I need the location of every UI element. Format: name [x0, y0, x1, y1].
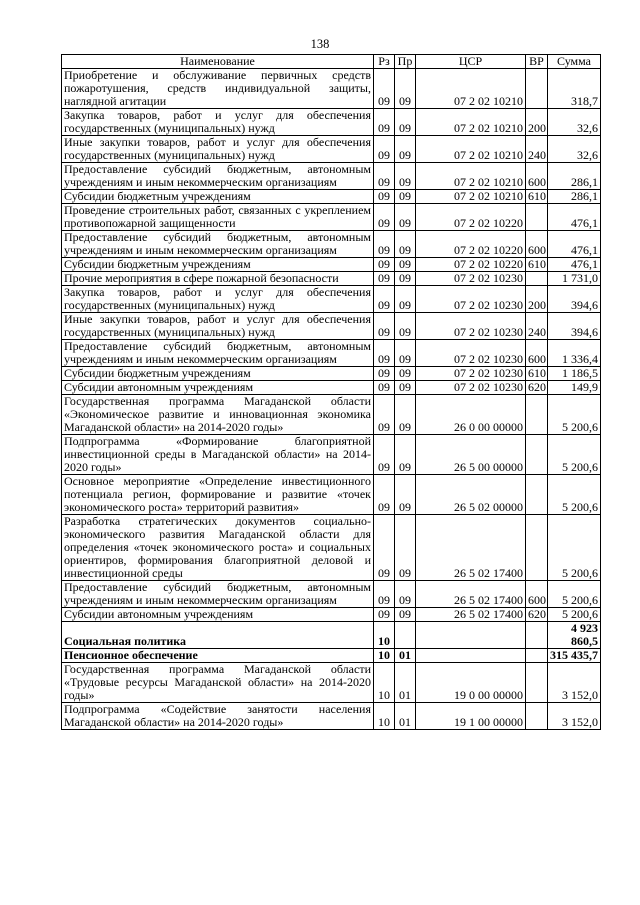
- cell-name: Субсидии бюджетным учреждениям: [62, 258, 374, 272]
- cell-name: Иные закупки товаров, работ и услуг для обеспечения государственных (муниципальных) нужд: [62, 313, 374, 340]
- cell-csr: 07 2 02 10210: [416, 163, 526, 190]
- cell-rz: 09: [374, 395, 395, 435]
- cell-rz: 10: [374, 649, 395, 663]
- cell-pr: 09: [395, 475, 416, 515]
- table-row: [62, 163, 601, 190]
- cell-name: Субсидии автономным учреждениям: [62, 608, 374, 622]
- cell-pr: 09: [395, 340, 416, 367]
- cell-pr: 09: [395, 69, 416, 109]
- cell-pr: 09: [395, 367, 416, 381]
- cell-vr: 200: [526, 109, 548, 136]
- cell-csr: 26 5 02 17400: [416, 608, 526, 622]
- cell-rz: 10: [374, 622, 395, 649]
- table-row: [62, 622, 601, 649]
- cell-csr: 07 2 02 10210: [416, 190, 526, 204]
- cell-vr: [526, 435, 548, 475]
- header-vr: ВР: [526, 55, 548, 69]
- cell-pr: 09: [395, 381, 416, 395]
- cell-rz: 09: [374, 204, 395, 231]
- cell-vr: [526, 204, 548, 231]
- cell-pr: 09: [395, 272, 416, 286]
- cell-sum: 4 923 860,5: [548, 622, 601, 649]
- cell-name: Предоставление субсидий бюджетным, автономным учреждениям и иным некоммерческим организациям: [62, 163, 374, 190]
- cell-sum: 5 200,6: [548, 515, 601, 581]
- table-row: [62, 381, 601, 395]
- cell-csr: 07 2 02 10220: [416, 204, 526, 231]
- cell-csr: 07 2 02 10210: [416, 69, 526, 109]
- cell-vr: 620: [526, 608, 548, 622]
- table-row: [62, 286, 601, 313]
- cell-csr: [416, 649, 526, 663]
- cell-rz: 09: [374, 286, 395, 313]
- cell-pr: [395, 622, 416, 649]
- header-sum: Сумма: [548, 55, 601, 69]
- cell-sum: 394,6: [548, 313, 601, 340]
- cell-sum: 32,6: [548, 136, 601, 163]
- cell-pr: 09: [395, 109, 416, 136]
- cell-name: Субсидии автономным учреждениям: [62, 381, 374, 395]
- table-row: [62, 663, 601, 703]
- cell-name: Иные закупки товаров, работ и услуг для обеспечения государственных (муниципальных) нужд: [62, 136, 374, 163]
- cell-vr: [526, 475, 548, 515]
- cell-rz: 09: [374, 136, 395, 163]
- cell-rz: 09: [374, 109, 395, 136]
- cell-vr: 240: [526, 313, 548, 340]
- cell-name: Социальная политика: [62, 622, 374, 649]
- cell-sum: 3 152,0: [548, 703, 601, 730]
- cell-csr: 26 0 00 00000: [416, 395, 526, 435]
- cell-vr: 620: [526, 381, 548, 395]
- cell-sum: 5 200,6: [548, 475, 601, 515]
- cell-name: Основное мероприятие «Определение инвестиционного потенциала регион, формирование и развитие «точек экономического роста» территорий развития»: [62, 475, 374, 515]
- cell-vr: 610: [526, 190, 548, 204]
- cell-name: Предоставление субсидий бюджетным, автономным учреждениям и иным некоммерческим организациям: [62, 231, 374, 258]
- table-row: [62, 515, 601, 581]
- cell-rz: 09: [374, 258, 395, 272]
- table-row: [62, 231, 601, 258]
- cell-rz: 09: [374, 581, 395, 608]
- cell-csr: 07 2 02 10230: [416, 340, 526, 367]
- header-pr: Пр: [395, 55, 416, 69]
- cell-sum: 476,1: [548, 204, 601, 231]
- cell-pr: 01: [395, 703, 416, 730]
- cell-sum: 1 336,4: [548, 340, 601, 367]
- cell-sum: 286,1: [548, 163, 601, 190]
- cell-name: Пенсионное обеспечение: [62, 649, 374, 663]
- cell-name: Субсидии бюджетным учреждениям: [62, 367, 374, 381]
- cell-rz: 10: [374, 703, 395, 730]
- cell-sum: 5 200,6: [548, 581, 601, 608]
- cell-rz: 09: [374, 608, 395, 622]
- table-row: [62, 69, 601, 109]
- cell-sum: 315 435,7: [548, 649, 601, 663]
- cell-pr: 01: [395, 663, 416, 703]
- cell-sum: 5 200,6: [548, 395, 601, 435]
- cell-rz: 09: [374, 313, 395, 340]
- cell-sum: 32,6: [548, 109, 601, 136]
- cell-name: Государственная программа Магаданской области «Экономическое развитие и инновационная экономика Магаданской области» на 2014-2020 годы»: [62, 395, 374, 435]
- cell-pr: 09: [395, 286, 416, 313]
- cell-vr: [526, 515, 548, 581]
- cell-vr: [526, 395, 548, 435]
- cell-csr: 19 0 00 00000: [416, 663, 526, 703]
- cell-pr: 01: [395, 649, 416, 663]
- header-rz: Рз: [374, 55, 395, 69]
- cell-pr: 09: [395, 313, 416, 340]
- table-row: [62, 649, 601, 663]
- cell-pr: 09: [395, 608, 416, 622]
- budget-table: [61, 54, 601, 730]
- cell-name: Приобретение и обслуживание первичных средств пожаротушения, средств индивидуальной защиты, наглядной агитации: [62, 69, 374, 109]
- cell-name: Прочие мероприятия в сфере пожарной безопасности: [62, 272, 374, 286]
- cell-sum: 286,1: [548, 190, 601, 204]
- cell-sum: 1 731,0: [548, 272, 601, 286]
- cell-vr: 600: [526, 340, 548, 367]
- table-row: [62, 340, 601, 367]
- cell-sum: 5 200,6: [548, 608, 601, 622]
- cell-csr: 07 2 02 10230: [416, 313, 526, 340]
- cell-name: Закупка товаров, работ и услуг для обеспечения государственных (муниципальных) нужд: [62, 286, 374, 313]
- table-row: [62, 258, 601, 272]
- table-row: [62, 395, 601, 435]
- cell-sum: 3 152,0: [548, 663, 601, 703]
- cell-csr: 07 2 02 10230: [416, 272, 526, 286]
- cell-rz: 09: [374, 367, 395, 381]
- cell-name: Подпрограмма «Формирование благоприятной инвестиционной среды в Магаданской области» на 2014-2020 годы»: [62, 435, 374, 475]
- cell-rz: 09: [374, 163, 395, 190]
- cell-rz: 09: [374, 190, 395, 204]
- cell-vr: [526, 622, 548, 649]
- cell-name: Предоставление субсидий бюджетным, автономным учреждениям и иным некоммерческим организациям: [62, 581, 374, 608]
- cell-pr: 09: [395, 258, 416, 272]
- cell-pr: 09: [395, 190, 416, 204]
- cell-rz: 10: [374, 663, 395, 703]
- table-row: [62, 703, 601, 730]
- cell-pr: 09: [395, 581, 416, 608]
- cell-sum: 1 186,5: [548, 367, 601, 381]
- cell-csr: 26 5 02 17400: [416, 515, 526, 581]
- cell-name: Государственная программа Магаданской области «Трудовые ресурсы Магаданской области» на 2014-2020 годы»: [62, 663, 374, 703]
- cell-sum: 318,7: [548, 69, 601, 109]
- table-row: [62, 272, 601, 286]
- cell-pr: 09: [395, 435, 416, 475]
- table-row: [62, 581, 601, 608]
- cell-vr: 200: [526, 286, 548, 313]
- cell-sum: 476,1: [548, 258, 601, 272]
- cell-csr: 07 2 02 10230: [416, 367, 526, 381]
- header-csr: ЦСР: [416, 55, 526, 69]
- table-row: [62, 435, 601, 475]
- cell-sum: 149,9: [548, 381, 601, 395]
- cell-csr: 26 5 00 00000: [416, 435, 526, 475]
- cell-sum: 394,6: [548, 286, 601, 313]
- cell-name: Разработка стратегических документов социально-экономического развития Магаданской области для определения «точек экономического роста» и социальных ориентиров, формирования благоприятной деловой и инвестиционной среды: [62, 515, 374, 581]
- cell-sum: 476,1: [548, 231, 601, 258]
- cell-pr: 09: [395, 231, 416, 258]
- page-number: 138: [310, 37, 330, 51]
- cell-rz: 09: [374, 340, 395, 367]
- cell-vr: [526, 649, 548, 663]
- cell-name: Предоставление субсидий бюджетным, автономным учреждениям и иным некоммерческим организациям: [62, 340, 374, 367]
- cell-vr: 610: [526, 367, 548, 381]
- cell-pr: 09: [395, 136, 416, 163]
- cell-csr: 26 5 02 00000: [416, 475, 526, 515]
- table-row: [62, 190, 601, 204]
- cell-csr: 07 2 02 10220: [416, 231, 526, 258]
- cell-rz: 09: [374, 435, 395, 475]
- cell-vr: 600: [526, 581, 548, 608]
- table-row: [62, 475, 601, 515]
- cell-rz: 09: [374, 231, 395, 258]
- cell-name: Закупка товаров, работ и услуг для обеспечения государственных (муниципальных) нужд: [62, 109, 374, 136]
- cell-rz: 09: [374, 515, 395, 581]
- cell-csr: 07 2 02 10220: [416, 258, 526, 272]
- cell-pr: 09: [395, 515, 416, 581]
- cell-vr: 600: [526, 231, 548, 258]
- cell-pr: 09: [395, 395, 416, 435]
- cell-vr: 610: [526, 258, 548, 272]
- cell-sum: 5 200,6: [548, 435, 601, 475]
- cell-csr: 26 5 02 17400: [416, 581, 526, 608]
- cell-csr: [416, 622, 526, 649]
- cell-rz: 09: [374, 272, 395, 286]
- cell-name: Субсидии бюджетным учреждениям: [62, 190, 374, 204]
- cell-rz: 09: [374, 475, 395, 515]
- table-header-row: [62, 55, 601, 69]
- cell-vr: [526, 663, 548, 703]
- table-row: [62, 367, 601, 381]
- cell-rz: 09: [374, 69, 395, 109]
- cell-vr: [526, 69, 548, 109]
- cell-vr: [526, 703, 548, 730]
- cell-csr: 07 2 02 10230: [416, 381, 526, 395]
- cell-pr: 09: [395, 163, 416, 190]
- table-row: [62, 313, 601, 340]
- cell-csr: 07 2 02 10210: [416, 109, 526, 136]
- table-row: [62, 136, 601, 163]
- table-row: [62, 204, 601, 231]
- cell-vr: 240: [526, 136, 548, 163]
- cell-vr: [526, 272, 548, 286]
- cell-csr: 19 1 00 00000: [416, 703, 526, 730]
- cell-rz: 09: [374, 381, 395, 395]
- cell-pr: 09: [395, 204, 416, 231]
- cell-name: Проведение строительных работ, связанных с укреплением противопожарной защищенности: [62, 204, 374, 231]
- header-name: Наименование: [62, 55, 374, 69]
- cell-csr: 07 2 02 10230: [416, 286, 526, 313]
- cell-name: Подпрограмма «Содействие занятости населения Магаданской области» на 2014-2020 годы»: [62, 703, 374, 730]
- table-row: [62, 109, 601, 136]
- cell-csr: 07 2 02 10210: [416, 136, 526, 163]
- table-row: [62, 608, 601, 622]
- cell-vr: 600: [526, 163, 548, 190]
